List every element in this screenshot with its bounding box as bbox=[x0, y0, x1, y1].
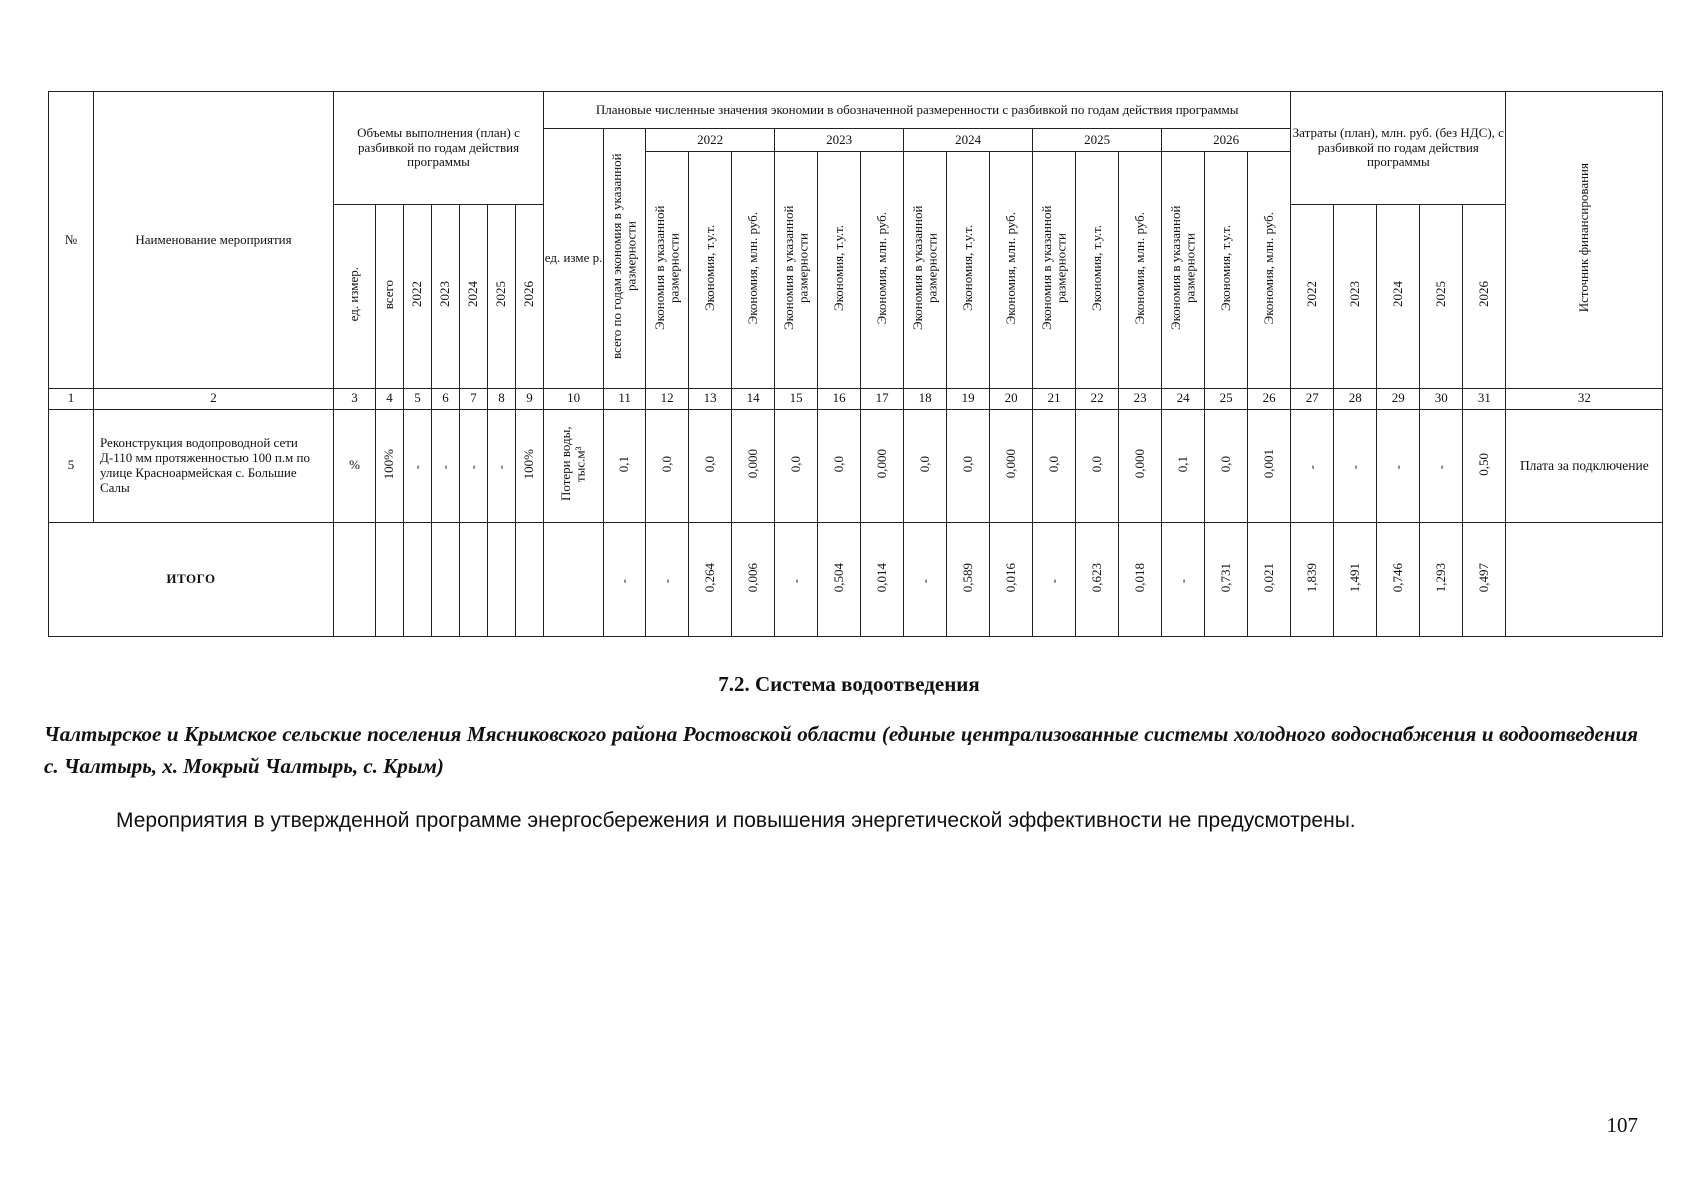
row-unit: % bbox=[334, 409, 376, 522]
header-plan-year-2026: 2026 bbox=[1162, 129, 1291, 152]
header-econ-tut: Экономия, т.у.т. bbox=[818, 152, 861, 389]
header-econ-tut: Экономия, т.у.т. bbox=[1205, 152, 1248, 389]
header-econ-dim: Экономия в указанной размерности bbox=[1162, 152, 1205, 389]
total-econ: 0,018 bbox=[1119, 522, 1162, 636]
column-number: 13 bbox=[689, 388, 732, 409]
header-econ-dim: Экономия в указанной размерности bbox=[1033, 152, 1076, 389]
total-empty bbox=[1506, 522, 1663, 636]
row-econ: 0,0 bbox=[689, 409, 732, 522]
header-econ-rub: Экономия, млн. руб. bbox=[732, 152, 775, 389]
row-cost: 0,50 bbox=[1463, 409, 1506, 522]
column-number: 20 bbox=[990, 388, 1033, 409]
header-econ-dim: Экономия в указанной размерности bbox=[646, 152, 689, 389]
column-number: 2 bbox=[94, 388, 334, 409]
column-number: 24 bbox=[1162, 388, 1205, 409]
column-number: 7 bbox=[460, 388, 488, 409]
header-econ-tut: Экономия, т.у.т. bbox=[947, 152, 990, 389]
row-no: 5 bbox=[49, 409, 94, 522]
header-econ-tut: Экономия, т.у.т. bbox=[689, 152, 732, 389]
header-plan-unit: ед. изме р. bbox=[544, 129, 604, 389]
total-empty bbox=[544, 522, 604, 636]
total-econ: 0,021 bbox=[1248, 522, 1291, 636]
column-number: 19 bbox=[947, 388, 990, 409]
column-number: 18 bbox=[904, 388, 947, 409]
column-number: 9 bbox=[516, 388, 544, 409]
header-cost-year: 2024 bbox=[1377, 204, 1420, 388]
total-econ: 0,014 bbox=[861, 522, 904, 636]
column-number: 4 bbox=[376, 388, 404, 409]
row-econ: 0,1 bbox=[1162, 409, 1205, 522]
row-econ: 0,0 bbox=[904, 409, 947, 522]
row-econ: 0,000 bbox=[861, 409, 904, 522]
header-plan-total: всего по годам экономия в указанной размерности bbox=[604, 129, 646, 389]
total-empty bbox=[460, 522, 488, 636]
row-cost: - bbox=[1420, 409, 1463, 522]
total-empty bbox=[488, 522, 516, 636]
total-econ: 0,731 bbox=[1205, 522, 1248, 636]
header-cost-year: 2022 bbox=[1291, 204, 1334, 388]
column-number: 32 bbox=[1506, 388, 1663, 409]
row-vol-year: - bbox=[488, 409, 516, 522]
column-number: 31 bbox=[1463, 388, 1506, 409]
row-econ: 0,0 bbox=[1076, 409, 1119, 522]
column-number: 1 bbox=[49, 388, 94, 409]
row-name: Реконструкция водопроводной сети Д-110 мм протяженностью 100 п.м по улице Красноармейская с. Большие Салы bbox=[94, 409, 334, 522]
total-empty bbox=[404, 522, 432, 636]
total-plan-total: - bbox=[604, 522, 646, 636]
total-row bbox=[49, 522, 1663, 636]
column-number: 30 bbox=[1420, 388, 1463, 409]
total-cost: 1,491 bbox=[1334, 522, 1377, 636]
header-name: Наименование мероприятия bbox=[94, 92, 334, 389]
total-cost: 1,293 bbox=[1420, 522, 1463, 636]
row-econ: 0,0 bbox=[646, 409, 689, 522]
total-empty bbox=[334, 522, 376, 636]
header-vol-year: 2024 bbox=[460, 204, 488, 388]
row-econ: 0,0 bbox=[947, 409, 990, 522]
header-cost-year: 2026 bbox=[1463, 204, 1506, 388]
row-cost: - bbox=[1334, 409, 1377, 522]
column-number: 26 bbox=[1248, 388, 1291, 409]
header-econ-rub: Экономия, млн. руб. bbox=[990, 152, 1033, 389]
header-vol-year: 2022 bbox=[404, 204, 432, 388]
row-econ: 0,0 bbox=[775, 409, 818, 522]
measures-table bbox=[48, 91, 1663, 637]
column-number: 21 bbox=[1033, 388, 1076, 409]
header-plan: Плановые численные значения экономии в обозначенной размеренности с разбивкой по годам действия программы bbox=[544, 92, 1291, 129]
column-number: 10 bbox=[544, 388, 604, 409]
total-cost: 0,497 bbox=[1463, 522, 1506, 636]
total-label: ИТОГО bbox=[49, 522, 334, 636]
total-econ: 0,623 bbox=[1076, 522, 1119, 636]
total-econ: 0,264 bbox=[689, 522, 732, 636]
column-number: 16 bbox=[818, 388, 861, 409]
row-econ: 0,000 bbox=[1119, 409, 1162, 522]
header-plan-year-2023: 2023 bbox=[775, 129, 904, 152]
row-vol-year: 100% bbox=[516, 409, 544, 522]
total-cost: 0,746 bbox=[1377, 522, 1420, 636]
header-econ-tut: Экономия, т.у.т. bbox=[1076, 152, 1119, 389]
column-number: 3 bbox=[334, 388, 376, 409]
header-plan-year-2024: 2024 bbox=[904, 129, 1033, 152]
header-no: № bbox=[49, 92, 94, 389]
row-econ: 0,000 bbox=[990, 409, 1033, 522]
measures-table-container bbox=[48, 91, 1649, 637]
column-number-row bbox=[49, 388, 1663, 409]
column-number: 25 bbox=[1205, 388, 1248, 409]
row-source: Плата за подключение bbox=[1506, 409, 1663, 522]
header-vol-unit: ед. измер. bbox=[334, 204, 376, 388]
total-empty bbox=[432, 522, 460, 636]
header-plan-year-2025: 2025 bbox=[1033, 129, 1162, 152]
column-number: 6 bbox=[432, 388, 460, 409]
total-econ: - bbox=[646, 522, 689, 636]
row-cost: - bbox=[1377, 409, 1420, 522]
header-cost: Затраты (план), млн. руб. (без НДС), с разбивкой по годам действия программы bbox=[1291, 92, 1506, 205]
column-number: 27 bbox=[1291, 388, 1334, 409]
header-volume: Объемы выполнения (план) с разбивкой по годам действия программы bbox=[334, 92, 544, 205]
total-econ: 0,504 bbox=[818, 522, 861, 636]
header-plan-year-2022: 2022 bbox=[646, 129, 775, 152]
column-number: 14 bbox=[732, 388, 775, 409]
header-econ-rub: Экономия, млн. руб. bbox=[1119, 152, 1162, 389]
header-econ-rub: Экономия, млн. руб. bbox=[861, 152, 904, 389]
column-number: 23 bbox=[1119, 388, 1162, 409]
row-econ: 0,0 bbox=[818, 409, 861, 522]
total-empty bbox=[516, 522, 544, 636]
section-title: 7.2. Система водоотведения bbox=[718, 672, 980, 696]
column-number: 11 bbox=[604, 388, 646, 409]
header-vol-year: 2026 bbox=[516, 204, 544, 388]
header-cost-year: 2025 bbox=[1420, 204, 1463, 388]
total-econ: 0,006 bbox=[732, 522, 775, 636]
total-cost: 1,839 bbox=[1291, 522, 1334, 636]
column-number: 12 bbox=[646, 388, 689, 409]
header-vol-year: 2023 bbox=[432, 204, 460, 388]
table-row bbox=[49, 409, 1663, 522]
column-number: 15 bbox=[775, 388, 818, 409]
row-plan-total: 0,1 bbox=[604, 409, 646, 522]
paragraph: Мероприятия в утвержденной программе энергосбережения и повышения энергетической эффективности не предусмотрены. bbox=[116, 809, 1356, 832]
header-vol-year: 2025 bbox=[488, 204, 516, 388]
row-plan-unit: Потери воды, тыс.м³ bbox=[544, 409, 604, 522]
column-number: 29 bbox=[1377, 388, 1420, 409]
header-vol-total: всего bbox=[376, 204, 404, 388]
column-number: 5 bbox=[404, 388, 432, 409]
page-number: 107 bbox=[1606, 1113, 1638, 1137]
column-number: 28 bbox=[1334, 388, 1377, 409]
row-total: 100% bbox=[376, 409, 404, 522]
header-source: Источник финансирования bbox=[1506, 92, 1663, 389]
row-econ: 0,001 bbox=[1248, 409, 1291, 522]
row-econ: 0,0 bbox=[1033, 409, 1076, 522]
total-econ: - bbox=[904, 522, 947, 636]
row-econ: 0,000 bbox=[732, 409, 775, 522]
total-econ: - bbox=[1033, 522, 1076, 636]
column-number: 22 bbox=[1076, 388, 1119, 409]
total-empty bbox=[376, 522, 404, 636]
row-vol-year: - bbox=[404, 409, 432, 522]
row-econ: 0,0 bbox=[1205, 409, 1248, 522]
header-econ-dim: Экономия в указанной размерности bbox=[775, 152, 818, 389]
total-econ: 0,016 bbox=[990, 522, 1033, 636]
header-cost-year: 2023 bbox=[1334, 204, 1377, 388]
column-number: 8 bbox=[488, 388, 516, 409]
subtitle: Чалтырское и Крымское сельские поселения Мясниковского района Ростовской области (единые централизованные системы холодного водоснабжения и водоотведения с. Чалтырь, х. Мокрый Чалтырь, с. Крым) bbox=[44, 722, 1638, 778]
row-cost: - bbox=[1291, 409, 1334, 522]
total-econ: - bbox=[1162, 522, 1205, 636]
total-econ: - bbox=[775, 522, 818, 636]
header-econ-rub: Экономия, млн. руб. bbox=[1248, 152, 1291, 389]
row-vol-year: - bbox=[432, 409, 460, 522]
row-vol-year: - bbox=[460, 409, 488, 522]
total-econ: 0,589 bbox=[947, 522, 990, 636]
header-econ-dim: Экономия в указанной размерности bbox=[904, 152, 947, 389]
column-number: 17 bbox=[861, 388, 904, 409]
